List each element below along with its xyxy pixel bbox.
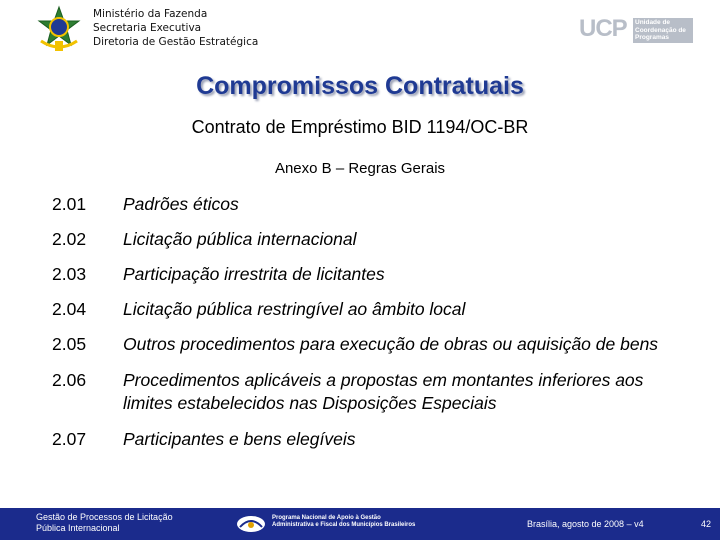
pnafm-logo-icon (236, 515, 266, 533)
list-item (52, 193, 692, 216)
item-text: Procedimentos aplicáveis a propostas em montantes inferiores aos limites estabelecidos nas Disposições Especiais (123, 370, 644, 413)
item-number: 2.06 (52, 370, 87, 390)
page-subtitle: Contrato de Empréstimo BID 1194/OC-BR (191, 117, 529, 137)
page-title: Compromissos Contratuais (196, 72, 524, 100)
item-number: 2.07 (52, 429, 87, 449)
annex-heading: Anexo B – Regras Gerais (274, 160, 446, 177)
coat-of-arms-icon (35, 5, 83, 53)
slide-header (0, 0, 720, 62)
list-item (52, 333, 692, 356)
item-number: 2.05 (52, 334, 87, 354)
item-text: Licitação pública internacional (123, 229, 357, 249)
footer-course-title (36, 512, 173, 534)
item-number: 2.03 (52, 264, 87, 284)
list-item (52, 428, 692, 451)
footer-program (272, 515, 415, 529)
rules-list (52, 193, 692, 451)
item-number: 2.02 (52, 229, 87, 249)
list-item (52, 298, 692, 321)
ucp-logo-subtext: Unidade de Coordenação de Programas (633, 18, 693, 43)
item-text: Participantes e bens elegíveis (123, 429, 356, 449)
footer-course-line: Pública Internacional (36, 523, 120, 533)
footer-program-line: Administrativa e Fiscal dos Municípios Brasileiros (272, 522, 416, 528)
footer-course-line: Gestão de Processos de Licitação (36, 512, 173, 522)
item-number: 2.01 (52, 194, 87, 214)
ucp-logo (579, 16, 689, 42)
secretariat-line: Secretaria Executiva (93, 22, 202, 34)
page-number: 42 (701, 519, 712, 529)
footer-date: Brasília, agosto de 2008 – v4 (527, 519, 644, 529)
list-item (52, 263, 692, 286)
footer-program-line: Programa Nacional de Apoio à Gestão (272, 515, 381, 521)
item-text: Participação irrestrita de licitantes (123, 264, 385, 284)
list-item (52, 228, 692, 251)
item-text: Outros procedimentos para execução de obras ou aquisição de bens (123, 334, 659, 354)
item-text: Padrões éticos (123, 194, 239, 214)
item-text: Licitação pública restringível ao âmbito local (123, 299, 466, 319)
slide-footer (0, 508, 720, 540)
ministry-block (93, 7, 258, 49)
ucp-logo-text: UCP (579, 15, 627, 42)
ministry-line: Ministério da Fazenda (93, 8, 208, 20)
list-item (52, 369, 692, 415)
item-number: 2.04 (52, 299, 87, 319)
directorate-line: Diretoria de Gestão Estratégica (93, 36, 259, 48)
